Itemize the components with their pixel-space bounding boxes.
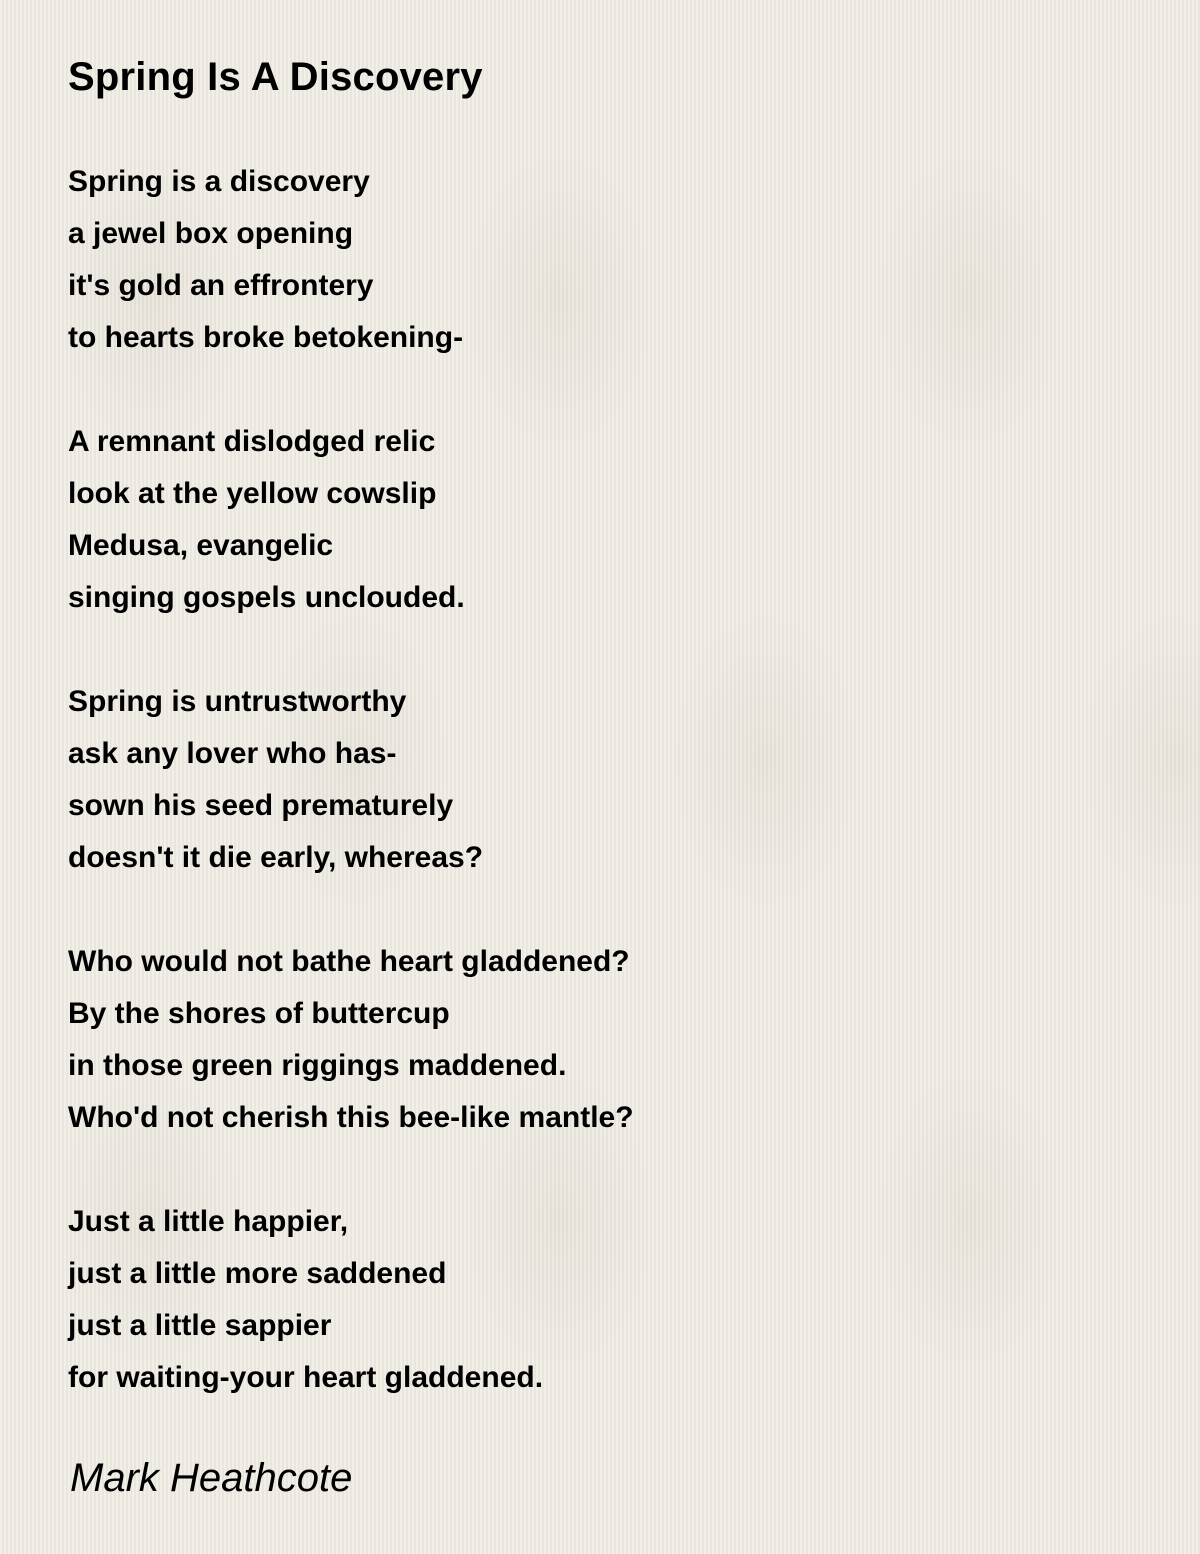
poem-line: Spring is untrustworthy <box>68 685 407 718</box>
poem-line: look at the yellow cowslip <box>68 477 437 510</box>
poem-line: Medusa, evangelic <box>68 529 334 562</box>
poem-line: ask any lover who has- <box>68 737 397 770</box>
stanza-2 <box>68 416 1128 624</box>
poem-line: By the shores of buttercup <box>68 997 450 1030</box>
poem-line: to hearts broke betokening- <box>68 321 464 354</box>
poem-line: sown his seed prematurely <box>68 789 454 822</box>
poem-line: Who would not bathe heart gladdened? <box>68 945 630 978</box>
poem-line: a jewel box opening <box>68 217 354 250</box>
poem-body <box>68 156 1128 1404</box>
poem-line: for waiting-your heart gladdened. <box>68 1361 544 1394</box>
poem-line: A remnant dislodged relic <box>68 425 436 458</box>
stanza-1 <box>68 156 1128 364</box>
stanza-4 <box>68 936 1128 1144</box>
poem-line: Who'd not cherish this bee-like mantle? <box>68 1101 634 1134</box>
poem-page <box>68 52 1128 1404</box>
poem-line: in those green riggings maddened. <box>68 1049 567 1082</box>
poem-line: Spring is a discovery <box>68 165 370 198</box>
poem-title: Spring Is A Discovery <box>68 55 483 99</box>
author-name: Mark Heathcote <box>70 1456 353 1500</box>
poem-line: doesn't it die early, whereas? <box>68 841 484 874</box>
poem-line: just a little sappier <box>68 1309 332 1342</box>
poem-line: singing gospels unclouded. <box>68 581 465 614</box>
poem-line: it's gold an effrontery <box>68 269 374 302</box>
stanza-3 <box>68 676 1128 884</box>
stanza-5 <box>68 1196 1128 1404</box>
poem-line: just a little more saddened <box>68 1257 447 1290</box>
poem-line: Just a little happier, <box>68 1205 349 1238</box>
